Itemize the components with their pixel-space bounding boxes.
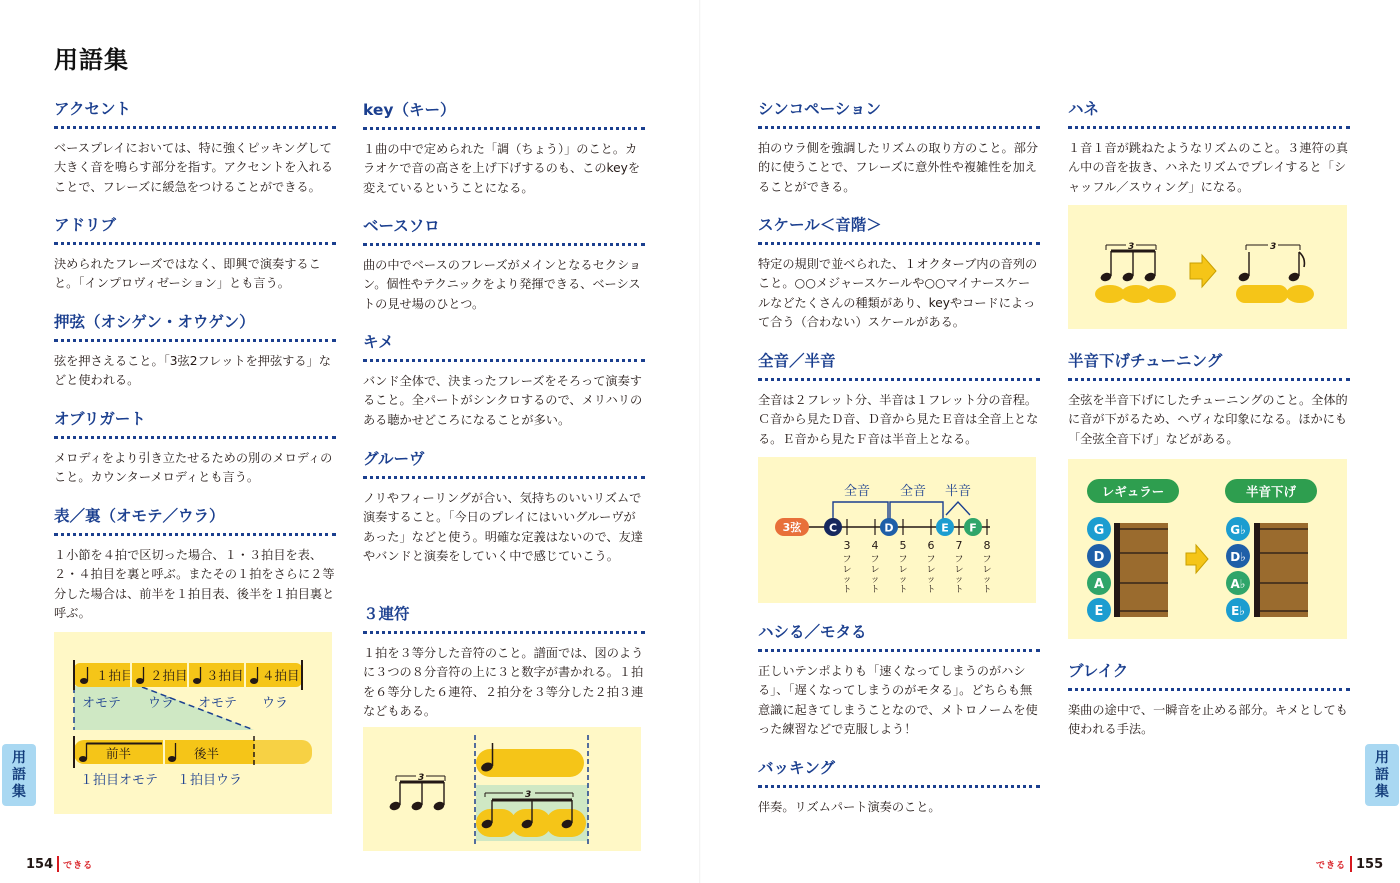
note-label: F [969,521,977,535]
svg-text:ッ: ッ [870,575,880,585]
svg-text:ト: ト [926,585,936,595]
triplet-figure [1099,242,1156,283]
hane-diagram-svg [1068,205,1347,329]
whole-step-bracket [833,502,888,527]
svg-text:フ: フ [982,555,992,565]
term-body: 全弦を半音下げにしたチューニングのこと。全体的に音が下がるため、ヘヴィな印象になる。ほかにも「全弦全音下げ」などがある。 [1068,393,1348,446]
svg-text:ッ: ッ [926,575,936,585]
omote-label: オモテ [198,696,238,711]
beat-2 [136,667,188,684]
term-body: ノリやフィーリングが合い、気持ちのいいリズムで演奏すること。「今日のプレイにはいいグルーヴがあった」などと使う。明確な定義はないので、友達やバンドと演奏をしていく中で感じていこう。 [363,491,643,563]
term-body: 曲の中でベースのフレーズがメインとなるセクション。個性やテクニックをより発揮できる、ベーシストの見せ場のひとつ。 [363,258,642,311]
side-tab-right[interactable] [1365,744,1399,806]
term-ogen [54,311,336,391]
term-body: 正しいテンポよりも「速くなってしまうのがハシる」、「遅くなってしまうのがモタる」。どちらも無意識に起きてしまうことなので、メトロノームを使った練習などで克服しよう！ [758,664,1038,736]
side-tab-char: 集 [1375,783,1389,800]
string-note: D [1093,550,1105,565]
fret-diagram [758,457,1036,603]
hane-diagram [1068,205,1347,329]
swing-figure [1237,242,1304,283]
side-tab-left[interactable] [2,744,36,806]
term-bass-solo [363,215,645,314]
string-note: A♭ [1230,577,1246,591]
term-key [363,99,645,198]
string-note: G♭ [1230,523,1246,537]
half-label-omote: １拍目オモテ [80,773,159,788]
ura-label: ウラ [148,696,175,711]
side-tab-char: 語 [12,766,26,783]
fret-number: 8 [983,539,991,552]
svg-text:レ: レ [898,565,908,575]
term-hashiru-motaru [758,621,1040,739]
note-label: E [941,521,949,535]
page-number: 155 [1356,856,1384,872]
triplet-notation [388,773,445,812]
neck-half-down [1258,523,1308,617]
term-break [1068,660,1350,740]
term-half-down [1068,350,1350,449]
string-note: A [1093,577,1105,592]
svg-text:ト: ト [954,585,964,595]
half-label-ura: １拍目ウラ [177,773,243,788]
term-hane [1068,98,1350,197]
triplet-diagram-svg [363,727,641,851]
fret-number: 7 [955,539,963,552]
half-label: 前半 [106,746,132,761]
side-tab-char: 語 [1375,766,1389,783]
svg-text:レ: レ [982,565,992,575]
term-body: ベースプレイにおいては、特に強くピッキングして大きく音を鳴らす部分を指す。アクセントを入れることで、フレーズに緩急をつけることができる。 [54,141,333,194]
term-kime [363,331,645,430]
folio-divider [57,856,59,872]
svg-text:レ: レ [954,565,964,575]
term-body: 弦を押さえること。「3弦2フレットを押弦する」などと使われる。 [54,354,331,388]
omote-label: オモテ [82,696,122,711]
fret-number: 6 [927,539,935,552]
term-title: シンコペーション [758,98,1040,129]
arrow-icon [1186,545,1208,573]
tuplet-number: 3 [1270,242,1277,252]
folio-right [1316,856,1383,872]
svg-text:ッ: ッ [842,575,852,585]
side-tab-char: 集 [12,783,26,800]
term-triplet [363,603,645,721]
note-label: C [828,521,838,535]
svg-text:ト: ト [870,585,880,595]
term-omote-ura [54,505,336,623]
svg-text:ト: ト [898,585,908,595]
term-title: バッキング [758,757,1040,788]
string-note: E♭ [1231,604,1245,618]
term-title: ベースソロ [363,215,645,246]
term-body: バンド全体で、決まったフレーズをそろって演奏すること。全パートがシンクロするので、メリハリのある聴かせどころになることが多い。 [363,374,643,427]
page-gutter [699,0,701,883]
svg-text:フ: フ [870,555,880,565]
beat-label: １拍目 [96,668,134,683]
term-body: メロディをより引き立たせるための別のメロディのこと。カウンターメロディとも言う。 [54,451,333,485]
svg-text:ト: ト [842,585,852,595]
term-title: 表／裏（オモテ／ウラ） [54,505,336,536]
string-note: E [1094,604,1104,619]
folio-divider [1350,856,1352,872]
half-label: 後半 [194,746,220,761]
term-accent [54,98,336,197]
folio-left [26,856,93,872]
term-body: 拍のウラ側を強調したリズムの取り方のこと。部分的に使うことで、フレーズに意外性や複雑性を加えることができる。 [758,141,1039,194]
tuning-diagram [1068,459,1347,639]
term-body: １曲の中で定められた「調（ちょう）」のこと。カラオケで音の高さを上げ下げするのも、このkeyを変えているということになる。 [363,142,641,195]
string-note: D♭ [1230,550,1246,564]
neck-regular [1118,523,1168,617]
term-body: 全音は２フレット分、半音は１フレット分の音程。Ｃ音から見たＤ音、Ｄ音から見たＥ音は全音上となる。Ｅ音から見たＦ音は半音上となる。 [758,393,1039,446]
term-title: アクセント [54,98,336,129]
fret-words [842,555,991,595]
term-title: 全音／半音 [758,350,1040,381]
publisher-logo: できる [1316,860,1347,871]
tuning-diagram-svg [1068,459,1347,639]
side-tab-char: 用 [1375,749,1389,766]
svg-text:ッ: ッ [954,575,964,585]
term-body: 特定の規則で並べられた、１オクターブ内の音列のこと。○○メジャースケールや○○マイナースケールなどたくさんの種類があり、keyやコードによって合う（合わない）スケールがある。 [758,257,1038,329]
term-title: 半音下げチューニング [1068,350,1350,381]
fret-numbers [844,539,991,552]
term-whole-half [758,350,1040,449]
svg-text:フ: フ [842,555,852,565]
term-title: ３連符 [363,603,645,634]
svg-text:ト: ト [982,585,992,595]
term-title: ブレイク [1068,660,1350,691]
term-body: 伴奏。リズムパート演奏のこと。 [758,800,941,814]
tuplet-number: 3 [418,773,425,783]
svg-text:ッ: ッ [982,575,992,585]
beat-diagram [54,632,332,814]
beat-label: ４拍目 [262,668,300,683]
term-title: アドリブ [54,214,336,245]
interval-label: 全音 [900,484,927,499]
term-title: ハネ [1068,98,1350,129]
svg-text:レ: レ [870,565,880,575]
fret-number: 4 [871,539,879,552]
half-down-label: 半音下げ [1245,484,1297,499]
whole-step-bracket [890,502,943,527]
half-second [168,743,220,762]
term-title: キメ [363,331,645,362]
fret-diagram-svg [758,457,1036,603]
term-adlib [54,214,336,294]
arrow-icon [1190,255,1216,287]
term-body: 決められたフレーズではなく、即興で演奏すること。「インプロヴィゼーション」とも言う。 [54,257,321,291]
svg-text:レ: レ [926,565,936,575]
beat-label: ２拍目 [150,668,188,683]
term-title: スケール＜音階＞ [758,214,1040,245]
beat-label: ３拍目 [206,668,244,683]
triplet-diagram [363,727,641,851]
svg-text:フ: フ [926,555,936,565]
note-label: D [884,521,894,535]
svg-text:レ: レ [842,565,852,575]
term-body: 楽曲の途中で、一瞬音を止める部分。キメとしても使われる手法。 [1068,703,1348,737]
page-title: 用語集 [54,46,129,74]
interval-label: 半音 [945,484,972,499]
term-syncopation [758,98,1040,197]
term-title: オブリガート [54,408,336,439]
term-title: グルーヴ [363,448,645,479]
term-title: ハシる／モタる [758,621,1040,652]
regular-label: レギュラー [1101,484,1165,499]
tuplet-number: 3 [525,790,532,800]
ura-label: ウラ [262,696,289,711]
term-groove [363,448,645,566]
interval-label: 全音 [844,484,871,499]
fret-number: 3 [843,539,851,552]
term-body: １小節を４拍で区切った場合、１・３拍目を表、２・４拍目を裏と呼ぶ。またその１拍をさらに２等分した場合は、前半を１拍目表、後半を１拍目裏と呼ぶ。 [54,548,335,620]
term-body: １拍を３等分した音符のこと。譜面では、図のように３つの８分音符の上に３と数字が書かれる。１拍を６等分した６連符、２拍分を３等分した２拍３連などもある。 [363,646,644,718]
page-number: 154 [26,856,54,872]
tuplet-number: 3 [1128,242,1135,252]
svg-text:フ: フ [898,555,908,565]
beat-diagram-svg [54,632,332,814]
string-note: G [1093,523,1105,538]
term-body: １音１音が跳ねたようなリズムのこと。３連符の真ん中の音を抜き、ハネたリズムでプレイすると「シャッフル／スウィング」になる。 [1068,141,1349,194]
fret-number: 5 [899,539,907,552]
svg-text:ッ: ッ [898,575,908,585]
term-title: key（キー） [363,99,645,130]
publisher-logo: できる [63,860,94,871]
half-step-bracket [946,502,970,515]
string-label: 3弦 [782,521,802,534]
beat-4 [250,667,300,684]
term-title: 押弦（オシゲン・オウゲン） [54,311,336,342]
term-scale [758,214,1040,332]
beat-3 [193,667,244,684]
side-tab-char: 用 [12,749,26,766]
svg-text:フ: フ [954,555,964,565]
term-obbligato [54,408,336,488]
term-backing [758,757,1040,817]
